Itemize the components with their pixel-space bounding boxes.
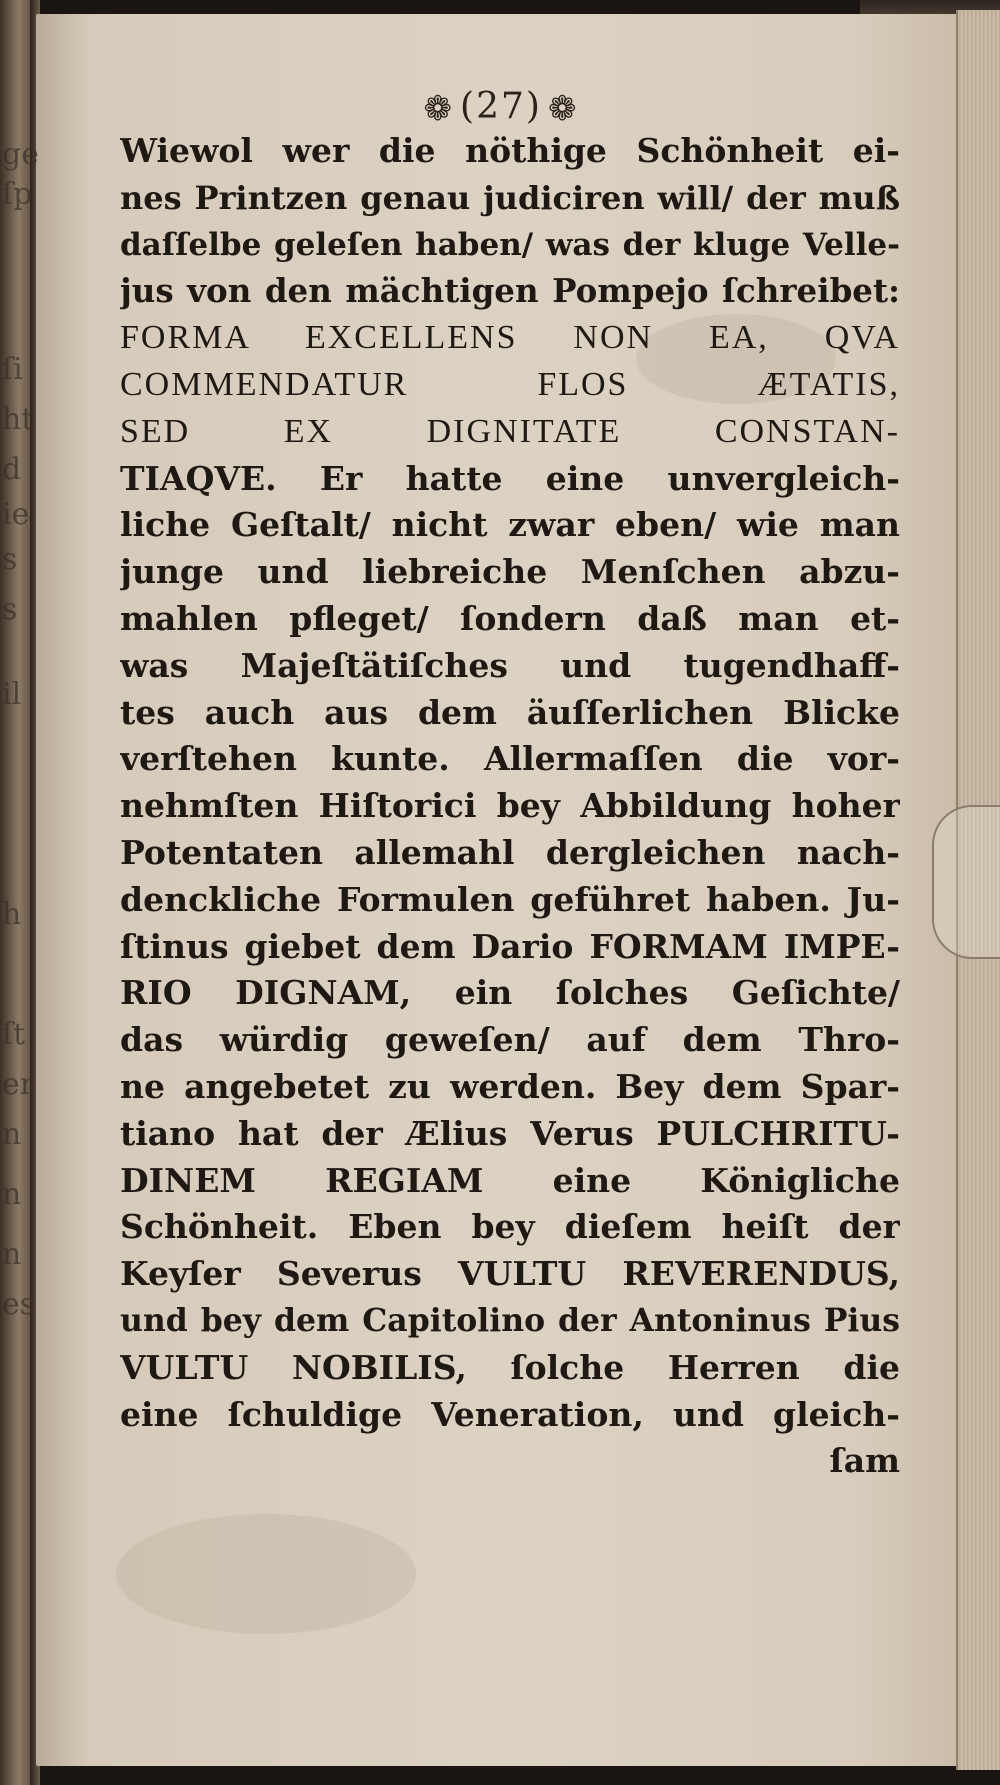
margin-fragment: s <box>2 542 18 577</box>
text-line: das würdig geweſen/ auf dem Thro- <box>120 1020 900 1060</box>
margin-fragment: d <box>2 452 22 487</box>
text-line: nes Printzen genau judiciren will/ der muß <box>120 178 900 217</box>
margin-fragment: ſp <box>2 177 33 212</box>
text-line: Keyſer Severus VULTU REVERENDUS, <box>120 1254 900 1294</box>
text-line: eine ſchuldige Veneration, und gleich- <box>120 1394 900 1434</box>
margin-fragment: ſt <box>2 1017 26 1052</box>
page-header <box>36 86 966 129</box>
margin-fragment: ſi <box>2 352 23 387</box>
book-page <box>36 14 966 1766</box>
text-line: liche Geſtalt/ nicht zwar eben/ wie man <box>120 505 900 545</box>
body-text <box>120 128 900 1485</box>
margin-fragment: ge <box>2 137 39 172</box>
margin-fragment: n <box>2 1117 22 1152</box>
text-line: ſtinus giebet dem Dario FORMAM IMPE- <box>120 926 900 966</box>
margin-fragment: il <box>2 677 22 712</box>
text-line: COMMENDATUR FLOS ÆTATIS, <box>120 365 900 403</box>
ornament-right-icon: ❁ <box>547 89 579 129</box>
text-line: VULTU NOBILIS, ſolche Herren die <box>120 1347 900 1387</box>
text-line: RIO DIGNAM, ein ſolches Geſichte/ <box>120 973 900 1013</box>
text-line: verſtehen kunte. Allermaſſen die vor- <box>120 739 900 779</box>
text-line: ne angebetet zu werden. Bey dem Spar- <box>120 1066 900 1106</box>
text-line: SED EX DIGNITATE CONSTAN- <box>120 412 900 450</box>
catchword: ſam <box>829 1441 900 1481</box>
text-line: tiano hat der Ælius Verus PULCHRITU- <box>120 1113 900 1153</box>
margin-fragment: n <box>2 1177 22 1212</box>
text-line: daſſelbe geleſen haben/ was der kluge Velle- <box>120 226 900 263</box>
margin-fragment: ht <box>2 402 34 437</box>
text-line: und bey dem Capitolino der Antoninus Pius <box>120 1301 900 1339</box>
text-line: TIAQVE. Er hatte eine unvergleich- <box>120 458 900 498</box>
margin-fragment: er <box>2 1067 35 1102</box>
text-line: nehmſten Hiſtorici bey Abbildung hoher <box>120 786 900 826</box>
text-line: junge und liebreiche Menſchen abzu- <box>120 552 900 592</box>
previous-page-edge <box>0 0 34 1785</box>
text-line: DINEM REGIAM eine Königliche <box>120 1160 900 1200</box>
text-line: Wiewol wer die nöthige Schönheit ei- <box>120 131 900 170</box>
margin-fragment: h <box>2 897 22 932</box>
text-line: mahlen pfleget/ ſondern daß man et- <box>120 598 900 638</box>
bookmark-clip <box>932 805 1000 959</box>
text-line: denckliche Formulen geführet haben. Ju- <box>120 879 900 919</box>
text-line: tes auch aus dem äuſſerlichen Blicke <box>120 692 900 732</box>
margin-fragment: es <box>2 1287 36 1322</box>
text-line: Schönheit. Eben bey dieſem heiſt der <box>120 1207 900 1247</box>
ornament-left-icon: ❁ <box>423 89 455 129</box>
paper-stain <box>116 1514 416 1634</box>
margin-fragment: ie <box>2 497 30 532</box>
text-line: jus von den mächtigen Pompejo ſchreibet: <box>120 271 900 311</box>
text-line: Potentaten allemahl dergleichen nach- <box>120 832 900 872</box>
margin-fragment: n <box>2 1237 22 1272</box>
text-line: FORMA EXCELLENS NON EA, QVA <box>120 319 900 357</box>
text-line: was Majeſtätiſches und tugendhaff- <box>120 645 900 685</box>
margin-fragment: s <box>2 592 18 627</box>
page-number: (27) <box>460 86 542 127</box>
